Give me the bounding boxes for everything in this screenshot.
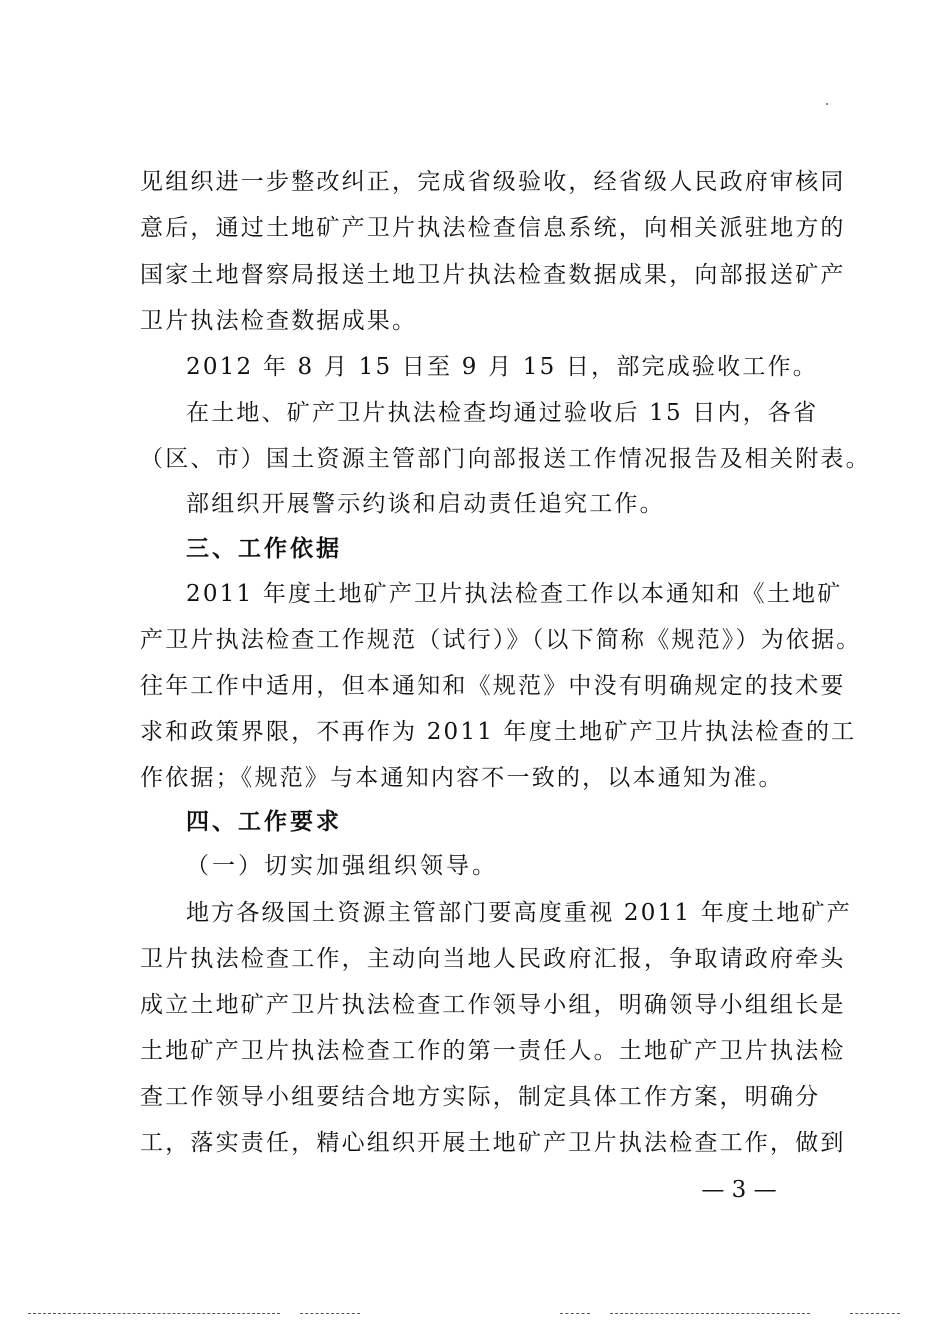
scan-edge-line: [560, 1313, 590, 1314]
text-line: 2012 年 8 月 15 日至 9 月 15 日，部完成验收工作。: [186, 354, 818, 380]
text-line: 成立土地矿产卫片执法检查工作领导小组，明确领导小组组长是: [140, 992, 846, 1018]
text-line: 2011 年度土地矿产卫片执法检查工作以本通知和《土地矿: [186, 581, 843, 607]
section-heading: 四、工作要求: [186, 809, 342, 835]
text-line: 意后，通过土地矿产卫片执法检查信息系统，向相关派驻地方的: [140, 215, 846, 241]
scan-edge-line: [850, 1313, 900, 1314]
section-heading: 三、工作依据: [186, 536, 342, 562]
scan-edge-line: [28, 1313, 280, 1314]
scan-edge-line: [610, 1313, 810, 1314]
subsection-heading: （一）切实加强组织领导。: [186, 853, 498, 879]
text-line: 卫片执法检查工作，主动向当地人民政府汇报，争取请政府牵头: [140, 946, 846, 972]
text-line: 部组织开展警示约谈和启动责任追究工作。: [186, 491, 665, 517]
text-line: 查工作领导小组要结合地方实际，制定具体工作方案，明确分: [140, 1084, 821, 1110]
text-line: 国家土地督察局报送土地卫片执法检查数据成果，向部报送矿产: [140, 262, 846, 288]
page-number: — 3 —: [701, 1177, 777, 1203]
text-line: 往年工作中适用，但本通知和《规范》中没有明确规定的技术要: [140, 673, 846, 699]
text-line: （区、市）国土资源主管部门向部报送工作情况报告及相关附表。: [140, 446, 871, 472]
scan-edge-line: [300, 1313, 360, 1314]
text-line: 求和政策界限，不再作为 2011 年度土地矿产卫片执法检查的工: [140, 719, 857, 745]
text-line: 产卫片执法检查工作规范（试行）》（以下简称《规范》）为依据。: [140, 627, 862, 653]
text-line: 土地矿产卫片执法检查工作的第一责任人。土地矿产卫片执法检: [140, 1038, 846, 1064]
text-line: 在土地、矿产卫片执法检查均通过验收后 15 日内，各省: [186, 400, 819, 426]
text-line: 卫片执法检查数据成果。: [140, 308, 418, 334]
text-line: 作依据；《规范》与本通知内容不一致的，以本通知为准。: [140, 765, 784, 791]
text-line: 地方各级国土资源主管部门要高度重视 2011 年度土地矿产: [186, 900, 852, 926]
text-line: 工，落实责任，精心组织开展土地矿产卫片执法检查工作，做到: [140, 1130, 846, 1156]
scan-speck: [826, 103, 828, 105]
text-line: 见组织进一步整改纠正，完成省级验收，经省级人民政府审核同: [140, 169, 846, 195]
